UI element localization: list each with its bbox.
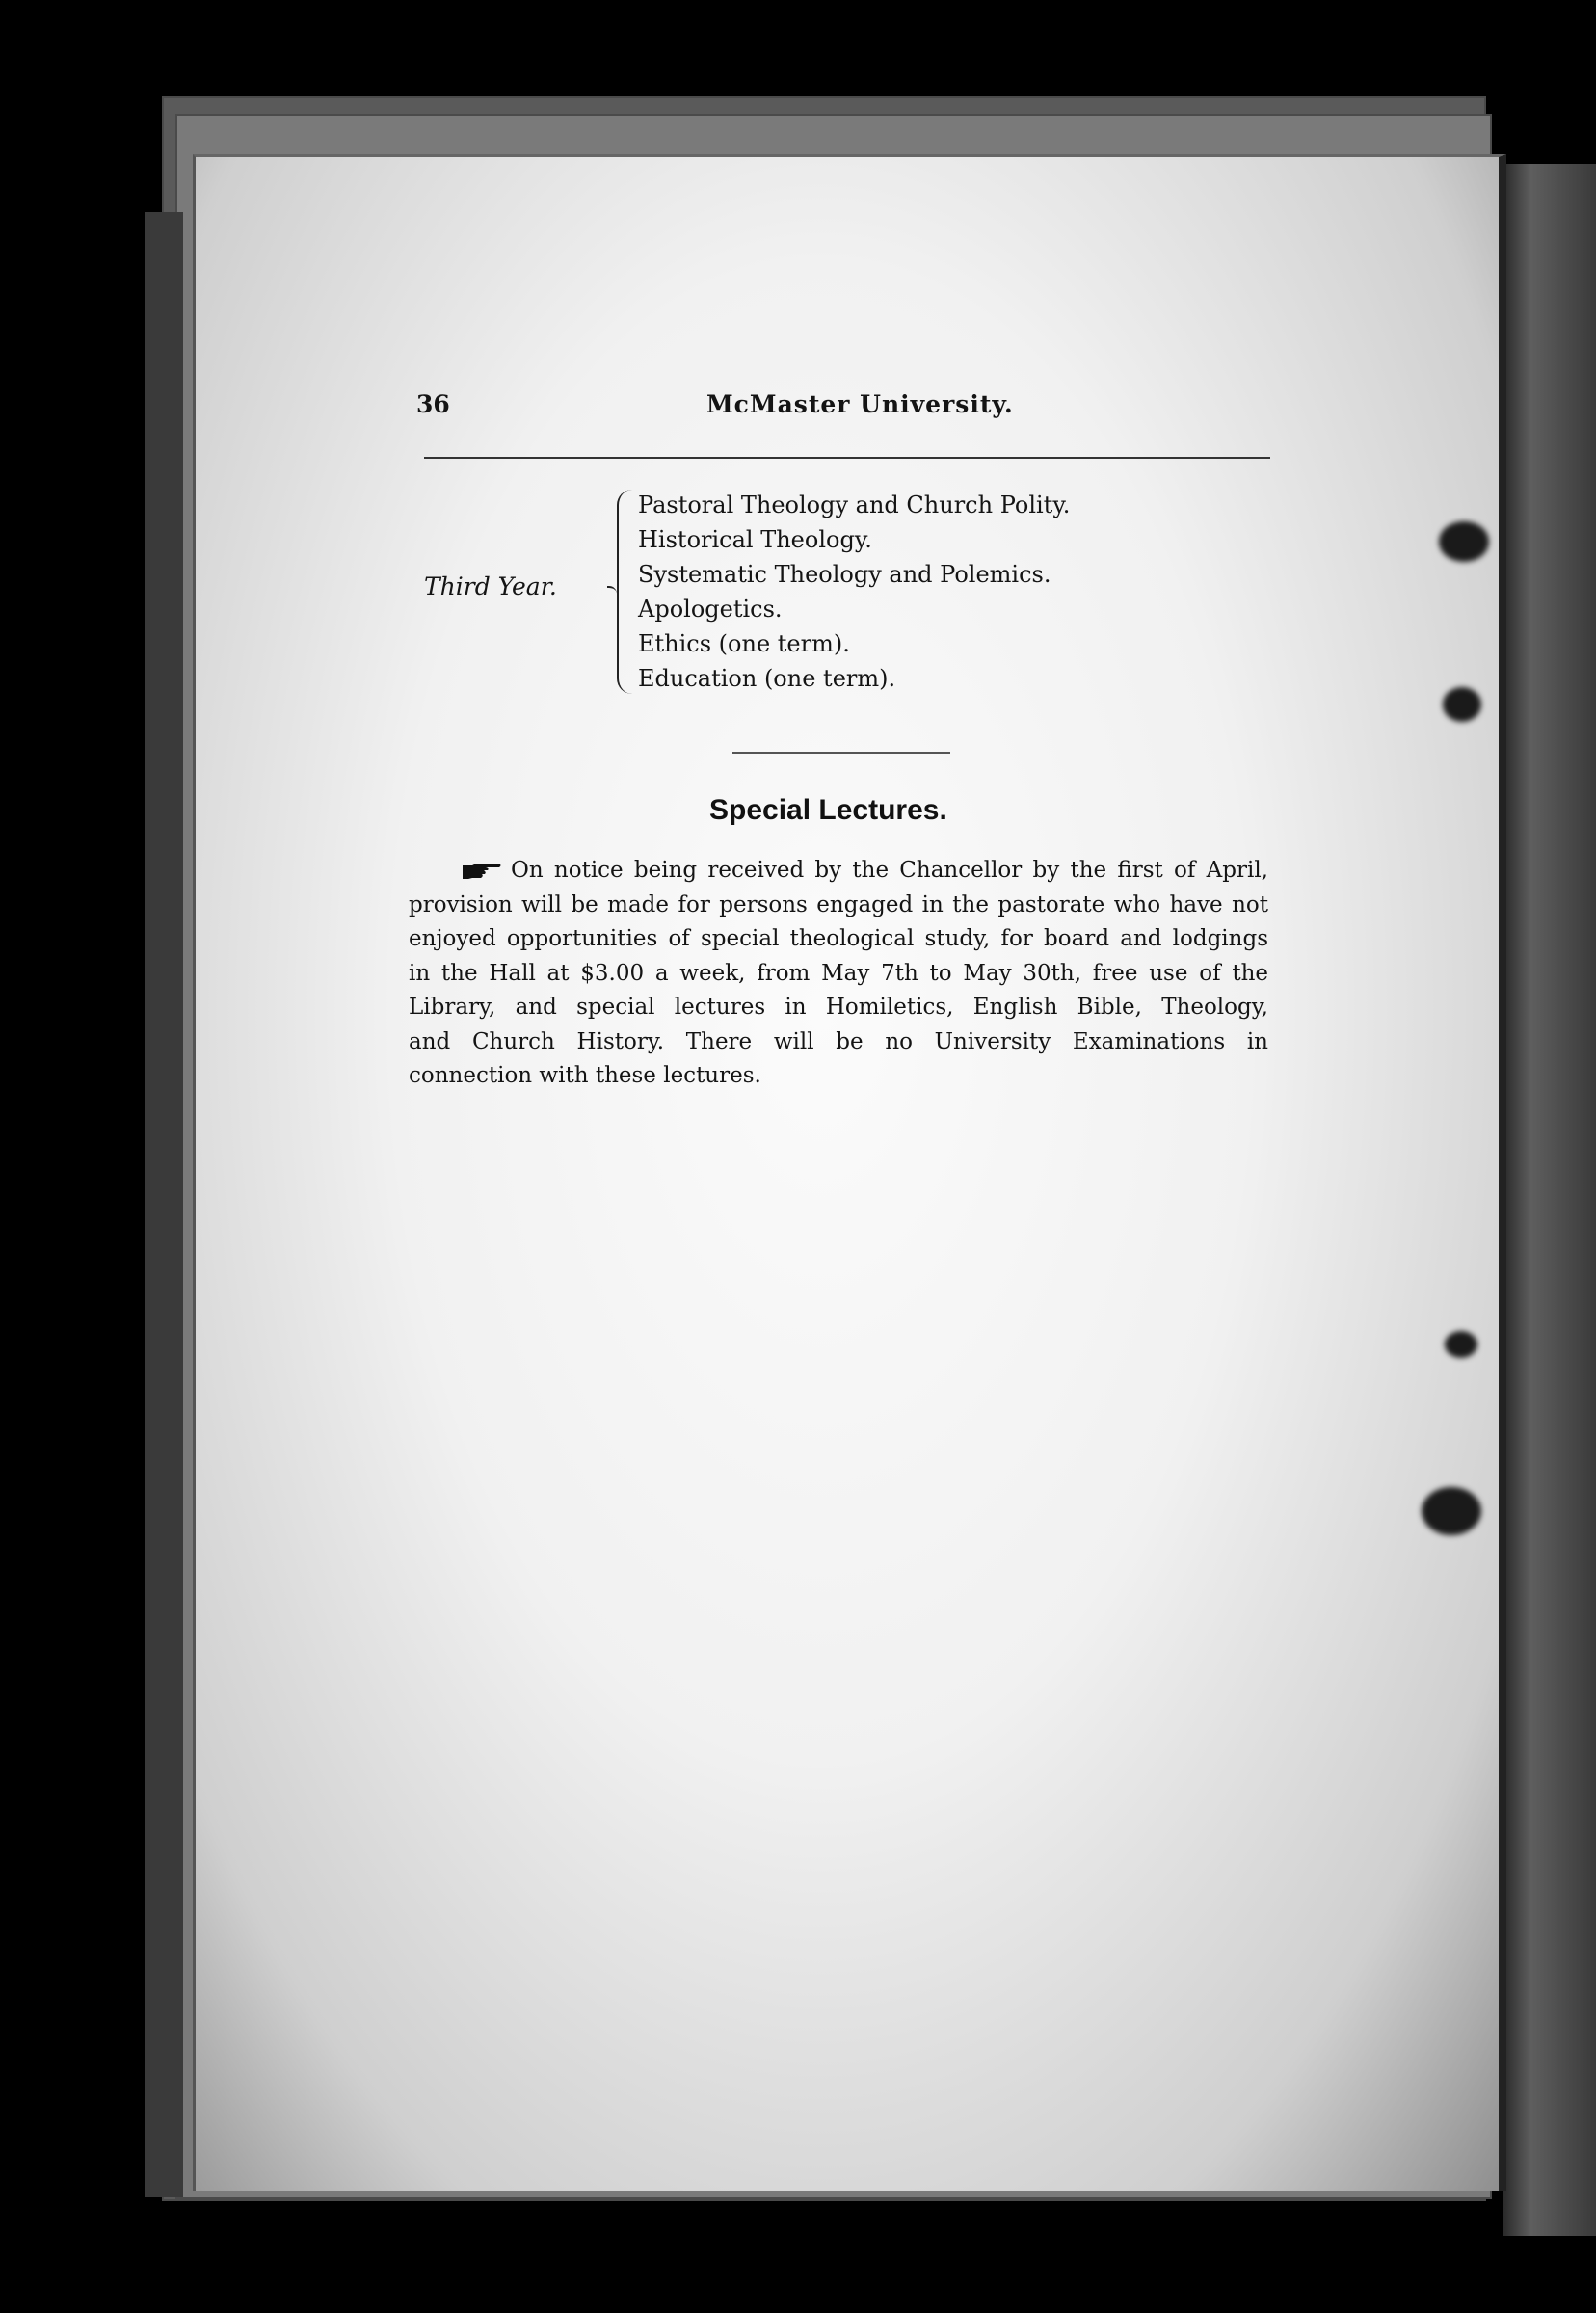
curly-brace xyxy=(617,490,640,694)
subject-item: Apologetics. xyxy=(638,596,783,623)
page-number: 36 xyxy=(416,390,450,418)
section-heading: Special Lectures. xyxy=(709,794,947,826)
subject-item: Education (one term). xyxy=(638,665,896,692)
paragraph-line: provision will be made for persons engaged in the pastorate who have not xyxy=(409,891,1268,917)
paragraph-line: enjoyed opportunities of special theological study, for board and lodgings xyxy=(409,926,1268,951)
binding-hole xyxy=(1439,521,1489,562)
paragraph-line: in the Hall at $3.00 a week, from May 7th to May 30th, free use of the xyxy=(409,960,1268,986)
binding-hole xyxy=(1422,1487,1481,1535)
special-lectures-paragraph xyxy=(409,854,1268,1094)
paragraph-line: and Church History. There will be no University Examinations in xyxy=(409,1028,1268,1054)
page-edge-left-shadow xyxy=(145,212,183,2197)
pointing-hand-icon xyxy=(461,863,503,880)
running-head: McMaster University. xyxy=(706,390,1014,418)
header-rule xyxy=(424,457,1270,459)
year-label: Third Year. xyxy=(424,572,557,600)
paragraph-line-text: On notice being received by the Chancellor by the first of April, xyxy=(511,858,1268,883)
subject-list xyxy=(638,488,1070,696)
binding-hole xyxy=(1445,1331,1477,1358)
subject-item: Ethics (one term). xyxy=(638,630,850,657)
subject-item: Historical Theology. xyxy=(638,526,872,553)
paragraph-line: connection with these lectures. xyxy=(409,1063,761,1088)
binding-hole xyxy=(1443,687,1481,722)
subject-item: Pastoral Theology and Church Polity. xyxy=(638,492,1071,518)
paragraph-line: Library, and special lectures in Homiletics, English Bible, Theology, xyxy=(409,995,1268,1020)
facing-page-edge xyxy=(1503,164,1596,2236)
paragraph-line xyxy=(409,854,1268,889)
book-page xyxy=(193,154,1506,2191)
section-divider xyxy=(732,752,950,754)
subject-item: Systematic Theology and Polemics. xyxy=(638,561,1051,588)
